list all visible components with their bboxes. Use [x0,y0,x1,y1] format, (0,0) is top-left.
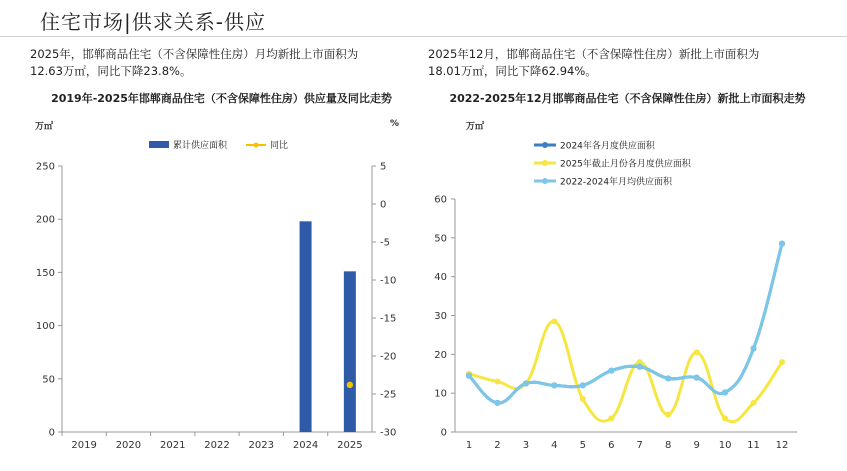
left-y-tick-label: 0 [48,427,55,439]
legend-marker-1 [542,142,548,148]
legend-label-1: 2024年各月度供应面积 [560,141,655,152]
left-unit-label: 万㎡ [35,122,54,132]
x-tick-label: 6 [608,440,615,451]
series-2-point [608,415,614,421]
x-tick-label: 12 [775,440,789,451]
series-3-point [523,380,529,386]
x-tick-label: 2022 [204,440,230,451]
y-tick-label: 20 [434,349,447,361]
right-chart-title: 2022-2025年12月邯郸商品住宅（不含保障性住房）新批上市面积走势 [449,92,806,105]
x-tick-label: 3 [522,440,530,451]
series-3-point [751,346,757,352]
page-title: 住宅市场|供求关系-供应 [40,10,266,34]
x-tick-label: 1 [465,440,473,451]
x-tick-label: 10 [718,440,732,451]
series-2-point [779,359,785,365]
y-tick-label: 0 [440,427,447,439]
x-tick-label: 2025 [337,440,363,451]
series-3-point [608,368,614,374]
left-y-tick-label: 200 [35,214,55,226]
legend-label-2: 2025年截止月份各月度供应面积 [560,159,691,170]
series-line-1 [469,244,782,403]
left-summary: 2025年，邯郸商品住宅（不含保障性住房）月均新批上市面积为 12.63万㎡，同比下降23.8%。 [30,47,359,78]
series-2-point [722,415,728,421]
series-2-point [551,318,557,324]
right-summary: 2025年12月，邯郸商品住宅（不含保障性住房）新批上市面积为 18.01万㎡，同比下降62.94%。 [428,47,760,78]
series-2-point [694,349,700,355]
series-3-point [466,373,472,379]
right-y-tick-label: -5 [380,237,390,249]
series-3-point [665,375,671,381]
series-2-point [494,379,500,385]
left-chart-title: 2019年-2025年邯郸商品住宅（不含保障性住房）供应量及同比走势 [51,92,392,105]
legend-marker-2 [542,160,548,166]
x-tick-label: 4 [551,440,558,451]
left-y-tick-label: 50 [42,374,55,386]
series-line-3 [469,244,782,403]
series-3-point [637,364,643,370]
series-2-point [751,400,757,406]
x-tick-label: 5 [579,440,587,451]
series-line-2 [469,321,782,422]
y-tick-label: 30 [434,311,447,322]
right-y-tick-label: 5 [380,161,387,173]
left-y-tick-label: 250 [35,161,55,173]
x-tick-label: 2 [494,440,501,451]
y-tick-label: 10 [434,388,447,400]
x-tick-label: 2020 [115,440,142,451]
y-tick-label: 40 [434,272,447,284]
y-tick-label: 60 [434,194,447,206]
legend-label-point: 同比 [270,141,289,151]
right-axis-unit-label: % [390,119,400,129]
x-tick-label: 2021 [159,440,186,451]
legend-marker-3 [542,178,548,184]
series-3-point [722,389,728,395]
right-y-tick-label: -10 [380,275,397,287]
x-tick-label: 2023 [248,440,275,451]
right-y-tick-label: -15 [380,313,397,325]
x-tick-label: 8 [664,440,672,451]
series-3-point [580,382,586,388]
left-y-tick-label: 150 [35,267,55,279]
series-3-point [694,375,700,381]
series-2-point [580,396,586,402]
right-unit-label: 万㎡ [466,122,485,132]
x-tick-label: 7 [636,440,643,451]
x-tick-label: 9 [693,440,700,451]
right-y-tick-label: -30 [380,427,397,439]
x-tick-label: 2024 [292,440,319,451]
x-tick-label: 11 [747,440,760,451]
right-y-tick-label: -25 [380,389,397,401]
legend-label-bar: 累计供应面积 [173,141,228,151]
series-3-point [779,241,785,247]
left-y-tick-label: 100 [35,321,55,333]
right-y-tick-label: 0 [380,199,387,211]
y-tick-label: 50 [434,233,447,245]
series-3-point [494,400,500,406]
right-y-tick-label: -20 [380,351,397,363]
series-2-point [665,412,671,418]
x-tick-label: 2019 [71,440,97,451]
series-3-point [551,382,557,388]
legend-label-3: 2022-2024年月均供应面积 [560,177,673,188]
